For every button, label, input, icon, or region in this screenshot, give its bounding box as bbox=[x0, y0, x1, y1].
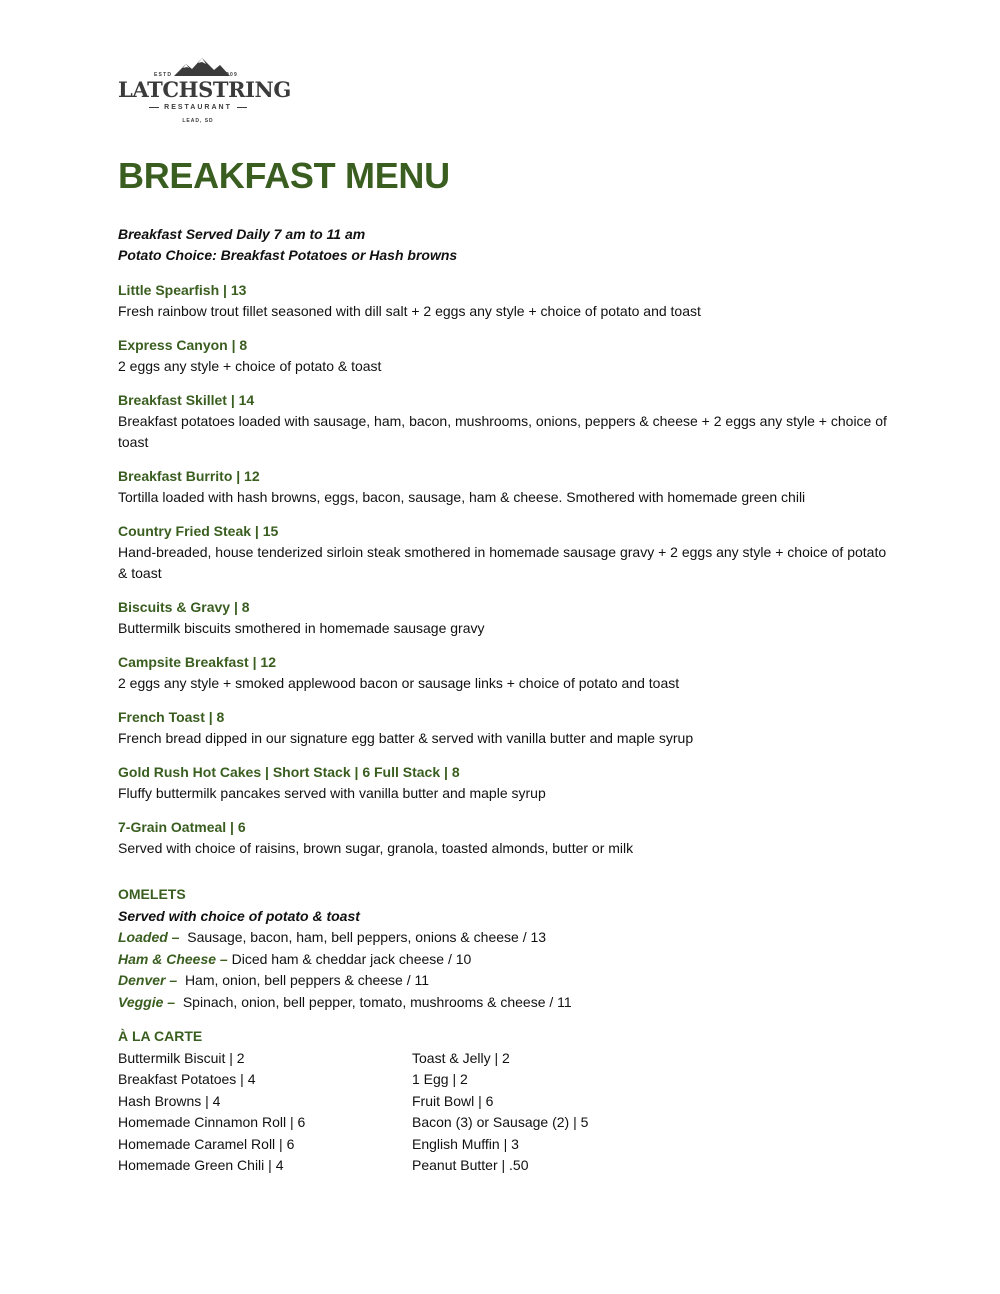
alacarte-item: Bacon (3) or Sausage (2) | 5 bbox=[412, 1114, 589, 1130]
menu-item-description: Tortilla loaded with hash browns, eggs, bacon, sausage, ham & cheese. Smothered with homemade green chili bbox=[118, 489, 806, 505]
menu-item-title: Breakfast Burrito | 12 bbox=[118, 468, 260, 484]
menu-item-title: Campsite Breakfast | 12 bbox=[118, 654, 276, 670]
menu-item bbox=[118, 762, 888, 804]
menu-item bbox=[118, 390, 888, 453]
alacarte-left-column bbox=[118, 1048, 305, 1177]
menu-item-title: French Toast | 8 bbox=[118, 709, 225, 725]
menu-item-title: Country Fried Steak | 15 bbox=[118, 523, 279, 539]
omelet-name: Loaded – bbox=[118, 929, 180, 945]
logo-year: 1909 bbox=[222, 72, 238, 78]
alacarte-section bbox=[118, 1026, 888, 1173]
menu-item-title: Breakfast Skillet | 14 bbox=[118, 392, 255, 408]
menu-item bbox=[118, 521, 888, 584]
menu-item bbox=[118, 707, 888, 749]
menu-item-description: Fresh rainbow trout fillet seasoned with dill salt + 2 eggs any style + choice of potato and toast bbox=[118, 303, 701, 319]
omelet-item bbox=[118, 970, 888, 992]
omelet-description: Diced ham & cheddar jack cheese / 10 bbox=[231, 950, 472, 967]
alacarte-item: Homemade Cinnamon Roll | 6 bbox=[118, 1114, 306, 1130]
alacarte-item: English Muffin | 3 bbox=[412, 1135, 519, 1152]
omelets-subtitle: Served with choice of potato & toast bbox=[118, 907, 360, 924]
restaurant-logo bbox=[118, 56, 291, 128]
page-title: BREAKFAST MENU bbox=[118, 155, 450, 196]
menu-items bbox=[118, 280, 888, 872]
alacarte-item: Breakfast Potatoes | 4 bbox=[118, 1071, 256, 1087]
menu-item-title: Express Canyon | 8 bbox=[118, 337, 248, 353]
omelets-section bbox=[118, 884, 888, 1013]
omelets-title: OMELETS bbox=[118, 886, 186, 902]
menu-item-title: Gold Rush Hot Cakes | Short Stack | 6 Full Stack | 8 bbox=[118, 764, 460, 780]
logo-brand: LATCHSTRING bbox=[118, 77, 291, 102]
alacarte-item: Buttermilk Biscuit | 2 bbox=[118, 1049, 245, 1066]
alacarte-item: Fruit Bowl | 6 bbox=[412, 1092, 494, 1109]
menu-item-description: Breakfast potatoes loaded with sausage, ham, bacon, mushrooms, onions, peppers & cheese + 2 eggs any style + choice of toast bbox=[118, 413, 887, 450]
menu-item-title: Biscuits & Gravy | 8 bbox=[118, 599, 250, 615]
logo-estd: ESTD bbox=[154, 72, 173, 78]
menu-item bbox=[118, 817, 888, 859]
intro-hours: Breakfast Served Daily 7 am to 11 am bbox=[118, 226, 366, 242]
alacarte-item: Homemade Green Chili | 4 bbox=[118, 1157, 284, 1173]
omelet-name: Veggie – bbox=[118, 993, 176, 1010]
menu-item-description: Served with choice of raisins, brown sugar, granola, toasted almonds, butter or milk bbox=[118, 840, 634, 856]
menu-item-description: 2 eggs any style + choice of potato & toast bbox=[118, 358, 382, 374]
omelet-item bbox=[118, 992, 888, 1014]
logo-location: LEAD, SD bbox=[182, 118, 214, 124]
omelet-description: Spinach, onion, bell pepper, tomato, mushrooms & cheese / 11 bbox=[182, 993, 572, 1010]
menu-item bbox=[118, 466, 888, 508]
omelet-item bbox=[118, 927, 888, 949]
menu-item bbox=[118, 597, 888, 639]
alacarte-right-column bbox=[412, 1048, 588, 1177]
omelet-item bbox=[118, 949, 888, 971]
intro-potato-choice: Potato Choice: Breakfast Potatoes or Hash browns bbox=[118, 247, 458, 263]
alacarte-item: Hash Browns | 4 bbox=[118, 1092, 221, 1109]
logo-subtitle: RESTAURANT bbox=[118, 104, 278, 111]
alacarte-item: Peanut Butter | .50 bbox=[412, 1157, 529, 1173]
menu-item bbox=[118, 280, 888, 322]
menu-item bbox=[118, 652, 888, 694]
alacarte-title: À LA CARTE bbox=[118, 1028, 203, 1044]
menu-item-title: Little Spearfish | 13 bbox=[118, 282, 247, 298]
menu-item-description: Buttermilk biscuits smothered in homemade sausage gravy bbox=[118, 620, 485, 636]
menu-item-description: Hand-breaded, house tenderized sirloin steak smothered in homemade sausage gravy + 2 eggs any style + choice of potato & toast bbox=[118, 544, 887, 581]
alacarte-item: Homemade Caramel Roll | 6 bbox=[118, 1135, 295, 1152]
alacarte-item: 1 Egg | 2 bbox=[412, 1071, 468, 1087]
menu-item-description: Fluffy buttermilk pancakes served with vanilla butter and maple syrup bbox=[118, 785, 546, 801]
omelet-description: Ham, onion, bell peppers & cheese / 11 bbox=[184, 972, 430, 988]
omelet-name: Denver – bbox=[118, 972, 178, 988]
menu-intro bbox=[118, 224, 457, 266]
omelet-description: Sausage, bacon, ham, bell peppers, onions & cheese / 13 bbox=[187, 929, 547, 945]
menu-item-title: 7-Grain Oatmeal | 6 bbox=[118, 819, 246, 835]
menu-item-description: 2 eggs any style + smoked applewood bacon or sausage links + choice of potato and toast bbox=[118, 675, 680, 691]
menu-item-description: French bread dipped in our signature egg batter & served with vanilla butter and maple syrup bbox=[118, 730, 694, 746]
omelet-name: Ham & Cheese – bbox=[118, 950, 228, 967]
menu-item bbox=[118, 335, 888, 377]
alacarte-item: Toast & Jelly | 2 bbox=[412, 1049, 510, 1066]
